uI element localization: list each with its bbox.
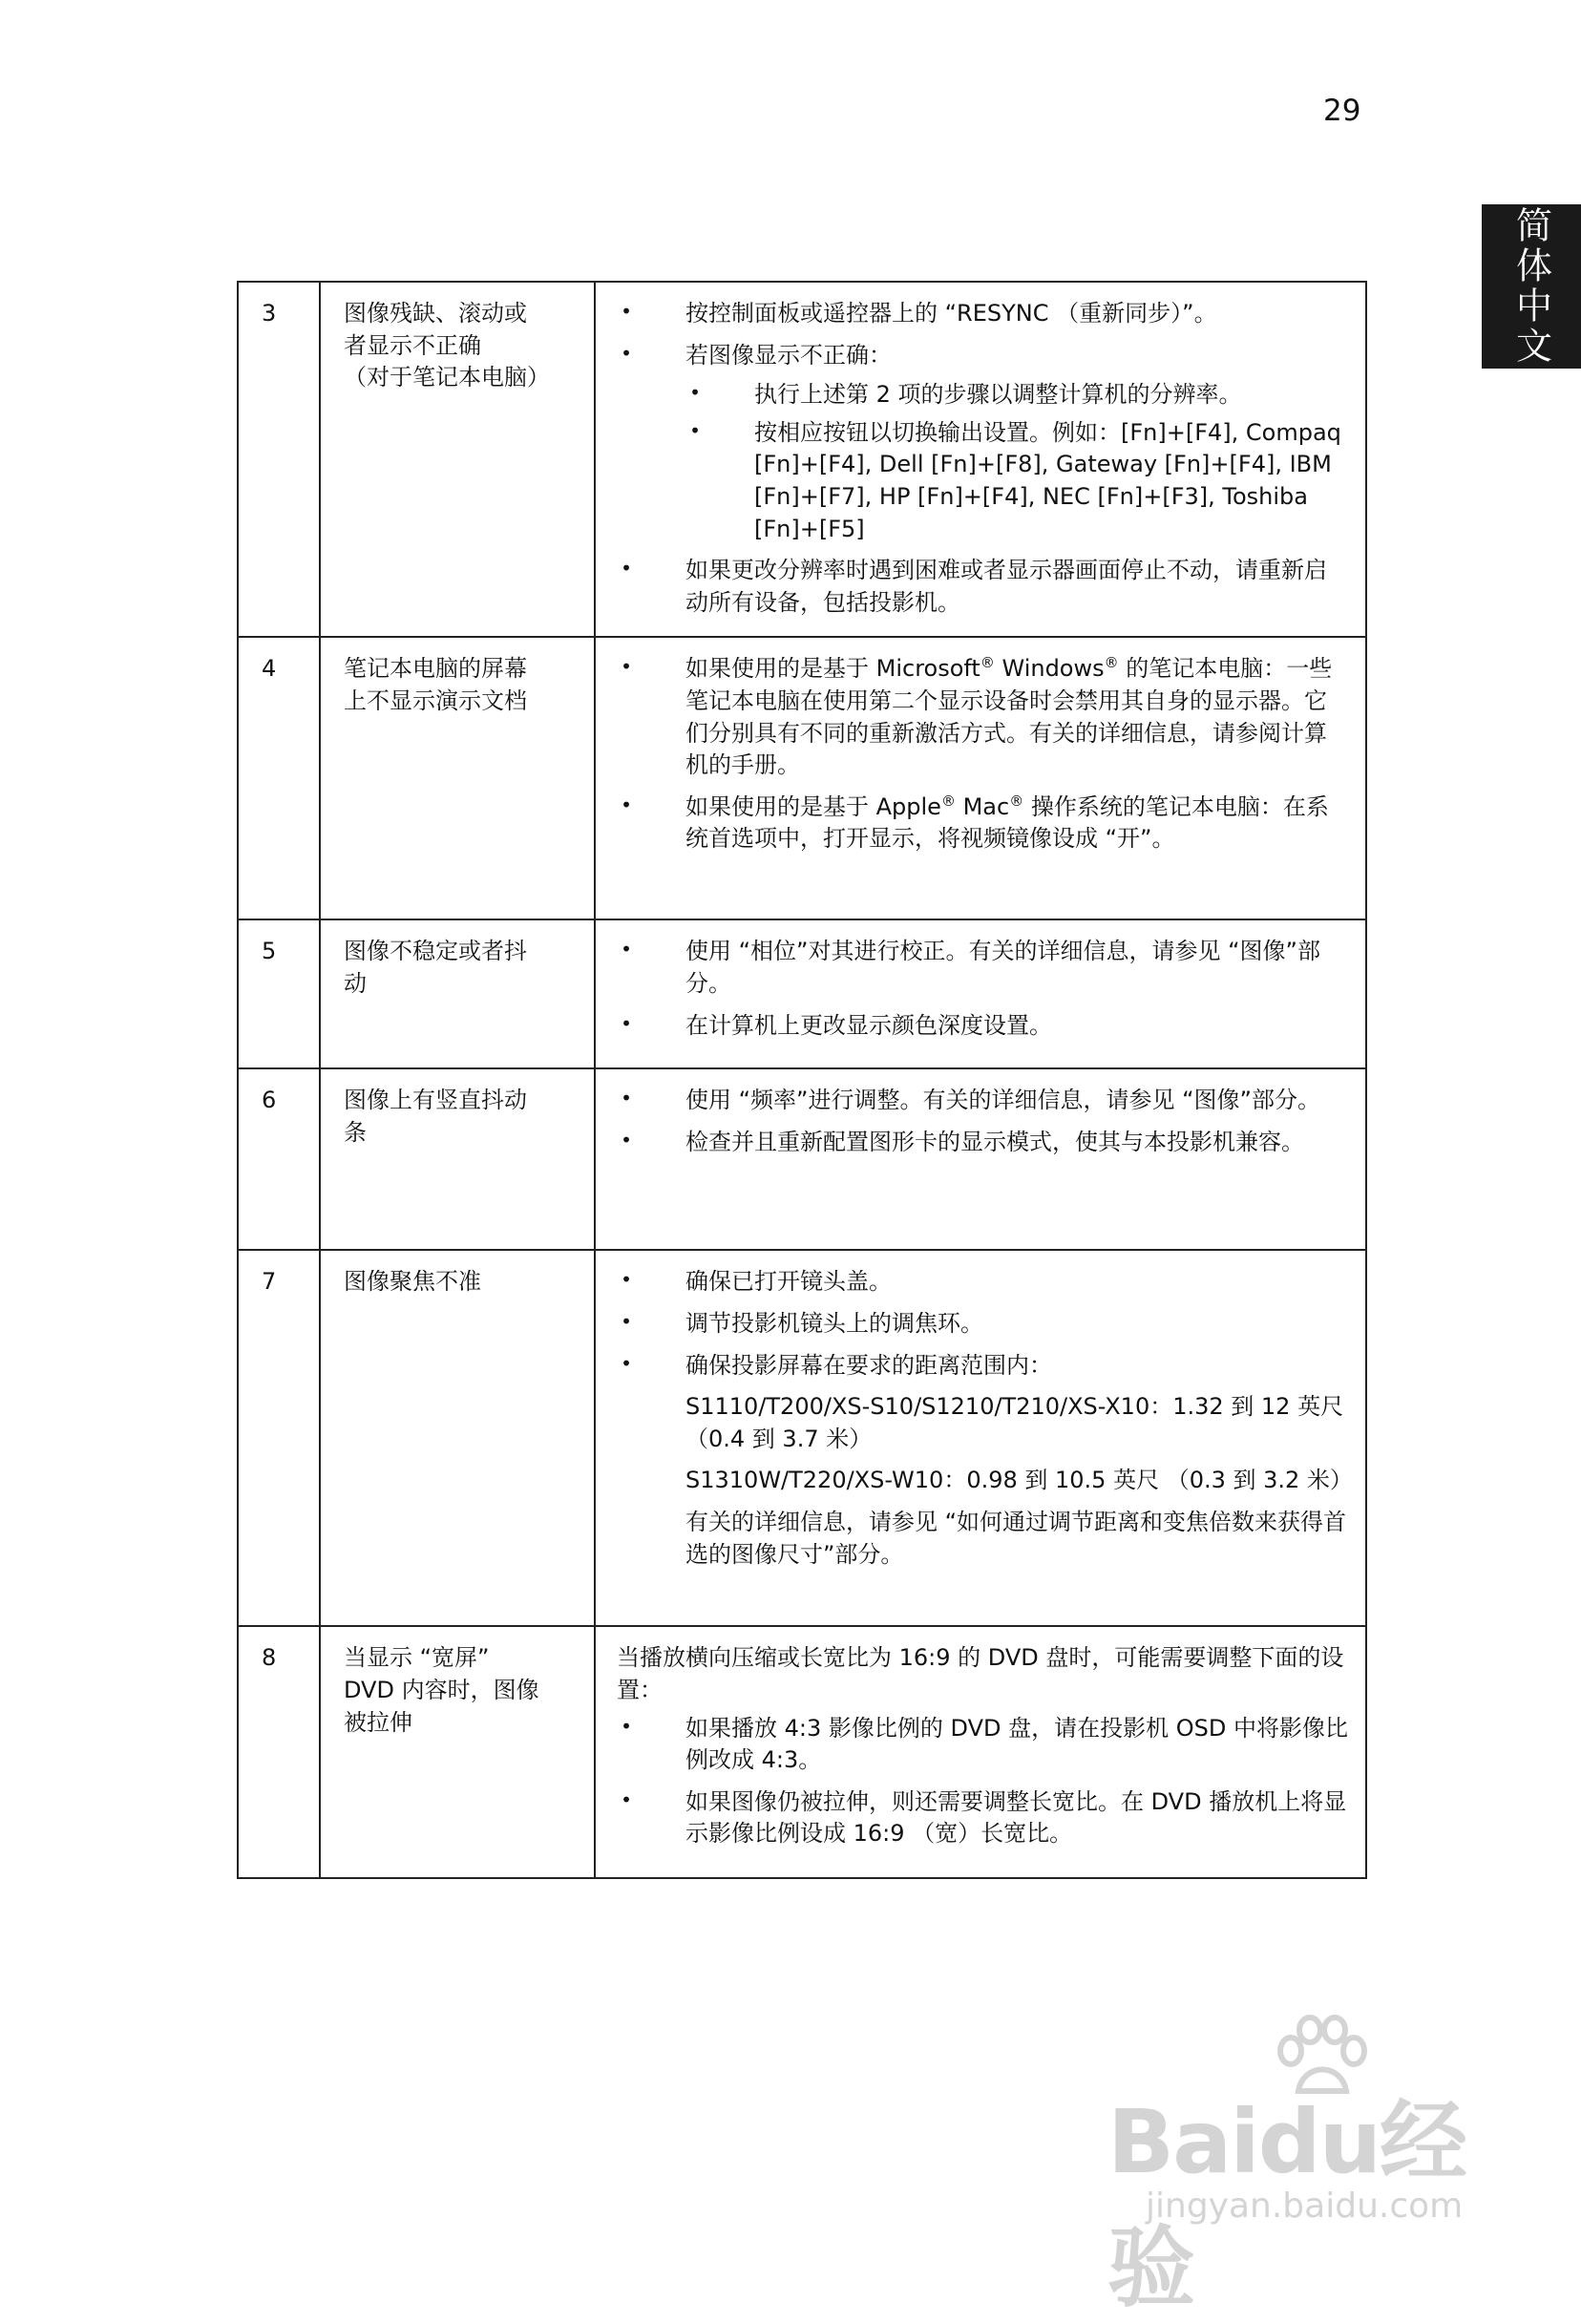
watermark-url: jingyan.baidu.com [1146, 2187, 1464, 2226]
solution-text: 使用 “相位”对其进行校正。有关的详细信息，请参见 “图像”部分。 [685, 938, 1320, 997]
solution-text: 如果播放 4:3 影像比例的 DVD 盘，请在投影机 OSD 中将影像比例改成 4:3。 [685, 1714, 1348, 1774]
problem-line: 动 [344, 969, 367, 997]
table-row [238, 1250, 1366, 1626]
solution-text: 检查并且重新配置图形卡的显示模式，使其与本投影机兼容。 [685, 1128, 1304, 1155]
sub-item [685, 417, 1348, 545]
registered-mark: ® [980, 654, 995, 672]
solution-text-part: 的笔记本电脑：一些笔记本电脑在使用第二个显示设备时会禁用其自身的显示器。它们分别具有不同的重新激活方式。有关的详细信息，请参阅计算机的手册。 [685, 655, 1333, 779]
solution-item [617, 1786, 1348, 1850]
page-number: 29 [1323, 94, 1361, 128]
watermark-logo: Baidu经验 [1107, 2091, 1466, 2319]
solution-item [617, 298, 1348, 330]
bullet-icon: • [689, 381, 701, 405]
registered-mark: ® [1009, 792, 1024, 810]
solution-cell [595, 1250, 1366, 1626]
bullet-icon: • [621, 1011, 632, 1035]
solution-cell [595, 637, 1366, 919]
solution-text-part: 操作系统的笔记本电脑：在系统首选项中，打开显示，将视频镜像设成 “开”。 [685, 792, 1329, 853]
solution-list [617, 298, 1348, 619]
solution-text: 如果图像仍被拉伸，则还需要调整长宽比。在 DVD 播放机上将显示影像比例设成 16:9 （宽）长宽比。 [685, 1787, 1347, 1848]
bullet-icon: • [621, 1087, 632, 1110]
problem-line: 上不显示演示文档 [344, 687, 527, 714]
problem-description [320, 1250, 595, 1626]
solution-cell [595, 282, 1366, 637]
sub-item [685, 379, 1348, 412]
language-side-tab: 简体中文 [1482, 204, 1581, 369]
bullet-icon: • [621, 1714, 632, 1738]
bullet-icon: • [621, 1309, 632, 1333]
baidu-watermark [1107, 2015, 1508, 2319]
sub-list [685, 379, 1348, 545]
solution-text: 确保投影屏幕在要求的距离范围内： [685, 1351, 1052, 1379]
problem-line: 图像残缺、滚动或 [344, 300, 527, 327]
table-row [238, 919, 1366, 1068]
problem-line: 条 [344, 1118, 367, 1146]
solution-text: 在计算机上更改显示颜色深度设置。 [685, 1011, 1052, 1039]
table-row [238, 282, 1366, 637]
solution-item [617, 1127, 1348, 1159]
bullet-icon: • [621, 1268, 632, 1292]
distance-spec: S1310W/T220/XS-W10：0.98 到 10.5 英尺 （0.3 到 3.2 米） [685, 1467, 1353, 1494]
solution-item [617, 653, 1348, 781]
solution-text-part: Mac [955, 792, 1010, 820]
table-row [238, 1068, 1366, 1250]
solution-text-part: 如果使用的是基于 Apple [685, 792, 941, 820]
solution-text: 按控制面板或遥控器上的 “RESYNC （重新同步）”。 [685, 300, 1217, 327]
solution-item [617, 555, 1348, 619]
solution-item [617, 1085, 1348, 1117]
row-number: 5 [238, 919, 320, 1068]
problem-line: 图像上有竖直抖动 [344, 1087, 527, 1114]
solution-text: 使用 “频率”进行调整。有关的详细信息，请参见 “图像”部分。 [685, 1087, 1320, 1114]
problem-description [320, 1626, 595, 1878]
problem-description [320, 1068, 595, 1250]
solution-cell [595, 1068, 1366, 1250]
row-number: 3 [238, 282, 320, 637]
solution-text-part: 如果使用的是基于 Microsoft [685, 655, 980, 683]
solution-list [617, 653, 1348, 856]
row-number: 4 [238, 637, 320, 919]
problem-line: 者显示不正确 [344, 331, 481, 359]
bullet-icon: • [621, 341, 632, 365]
bullet-icon: • [621, 557, 632, 581]
problem-line: 图像不稳定或者抖 [344, 938, 527, 965]
solution-item [617, 936, 1348, 1000]
bullet-icon: • [621, 655, 632, 679]
bullet-icon: • [621, 1128, 632, 1151]
solution-text-part: Windows [994, 655, 1105, 683]
solution-text: 调节投影机镜头上的调焦环。 [685, 1309, 983, 1337]
table-row [238, 1626, 1366, 1878]
solution-list [617, 1085, 1348, 1158]
problem-description [320, 919, 595, 1068]
solution-text: 确保已打开镜头盖。 [685, 1268, 892, 1296]
solution-text: 若图像显示不正确： [685, 341, 892, 369]
solution-item [617, 792, 1348, 856]
solution-text: 如果更改分辨率时遇到困难或者显示器画面停止不动，请重新启动所有设备，包括投影机。 [685, 557, 1327, 616]
solution-list [617, 936, 1348, 1042]
solution-item [617, 1350, 1348, 1383]
row-number: 6 [238, 1068, 320, 1250]
distance-spec: S1110/T200/XS-S10/S1210/T210/XS-X10：1.32 到 12 英尺 （0.4 到 3.7 米） [685, 1393, 1344, 1452]
registered-mark: ® [940, 792, 956, 810]
bullet-icon: • [621, 1351, 632, 1375]
problem-line: 被拉伸 [344, 1708, 412, 1736]
bullet-icon: • [621, 1787, 632, 1811]
sub-item-text: 按相应按钮以切换输出设置。例如：[Fn]+[F4], Compaq [Fn]+[F4], Dell [Fn]+[F8], Gateway [Fn]+[F4], IBM [Fn]+[F7], HP [Fn]+[F4], NEC [Fn]+[F3], Toshiba [Fn]+[F5] [754, 418, 1341, 542]
bullet-icon: • [621, 792, 632, 816]
solution-list [617, 1713, 1348, 1850]
registered-mark: ® [1104, 654, 1119, 672]
bullet-icon: • [621, 300, 632, 323]
solution-cell [595, 1626, 1366, 1878]
problem-line: 笔记本电脑的屏幕 [344, 655, 527, 683]
solution-item [617, 1308, 1348, 1341]
problem-description [320, 282, 595, 637]
problem-line: 当显示 “宽屏” [344, 1644, 490, 1672]
row-number: 7 [238, 1250, 320, 1626]
problem-line: DVD 内容时，图像 [344, 1676, 539, 1703]
row-number: 8 [238, 1626, 320, 1878]
solution-item [617, 1266, 1348, 1299]
problem-line: 图像聚焦不准 [344, 1268, 481, 1296]
table-row [238, 637, 1366, 919]
solution-cell [595, 919, 1366, 1068]
bullet-icon: • [689, 418, 701, 442]
solution-item [617, 340, 1348, 546]
solution-list [617, 1266, 1348, 1382]
troubleshooting-table [237, 281, 1367, 1879]
solution-item [617, 1713, 1348, 1777]
bullet-icon: • [621, 938, 632, 961]
sub-item-text: 执行上述第 2 项的步骤以调整计算机的分辨率。 [754, 381, 1242, 409]
problem-line: （对于笔记本电脑） [344, 364, 550, 391]
solution-intro: 当播放横向压缩或长宽比为 16:9 的 DVD 盘时，可能需要调整下面的设置： [617, 1644, 1344, 1703]
solution-item [617, 1010, 1348, 1043]
problem-description [320, 637, 595, 919]
reference-note: 有关的详细信息，请参见 “如何通过调节距离和变焦倍数来获得首选的图像尺寸”部分。 [685, 1508, 1347, 1568]
